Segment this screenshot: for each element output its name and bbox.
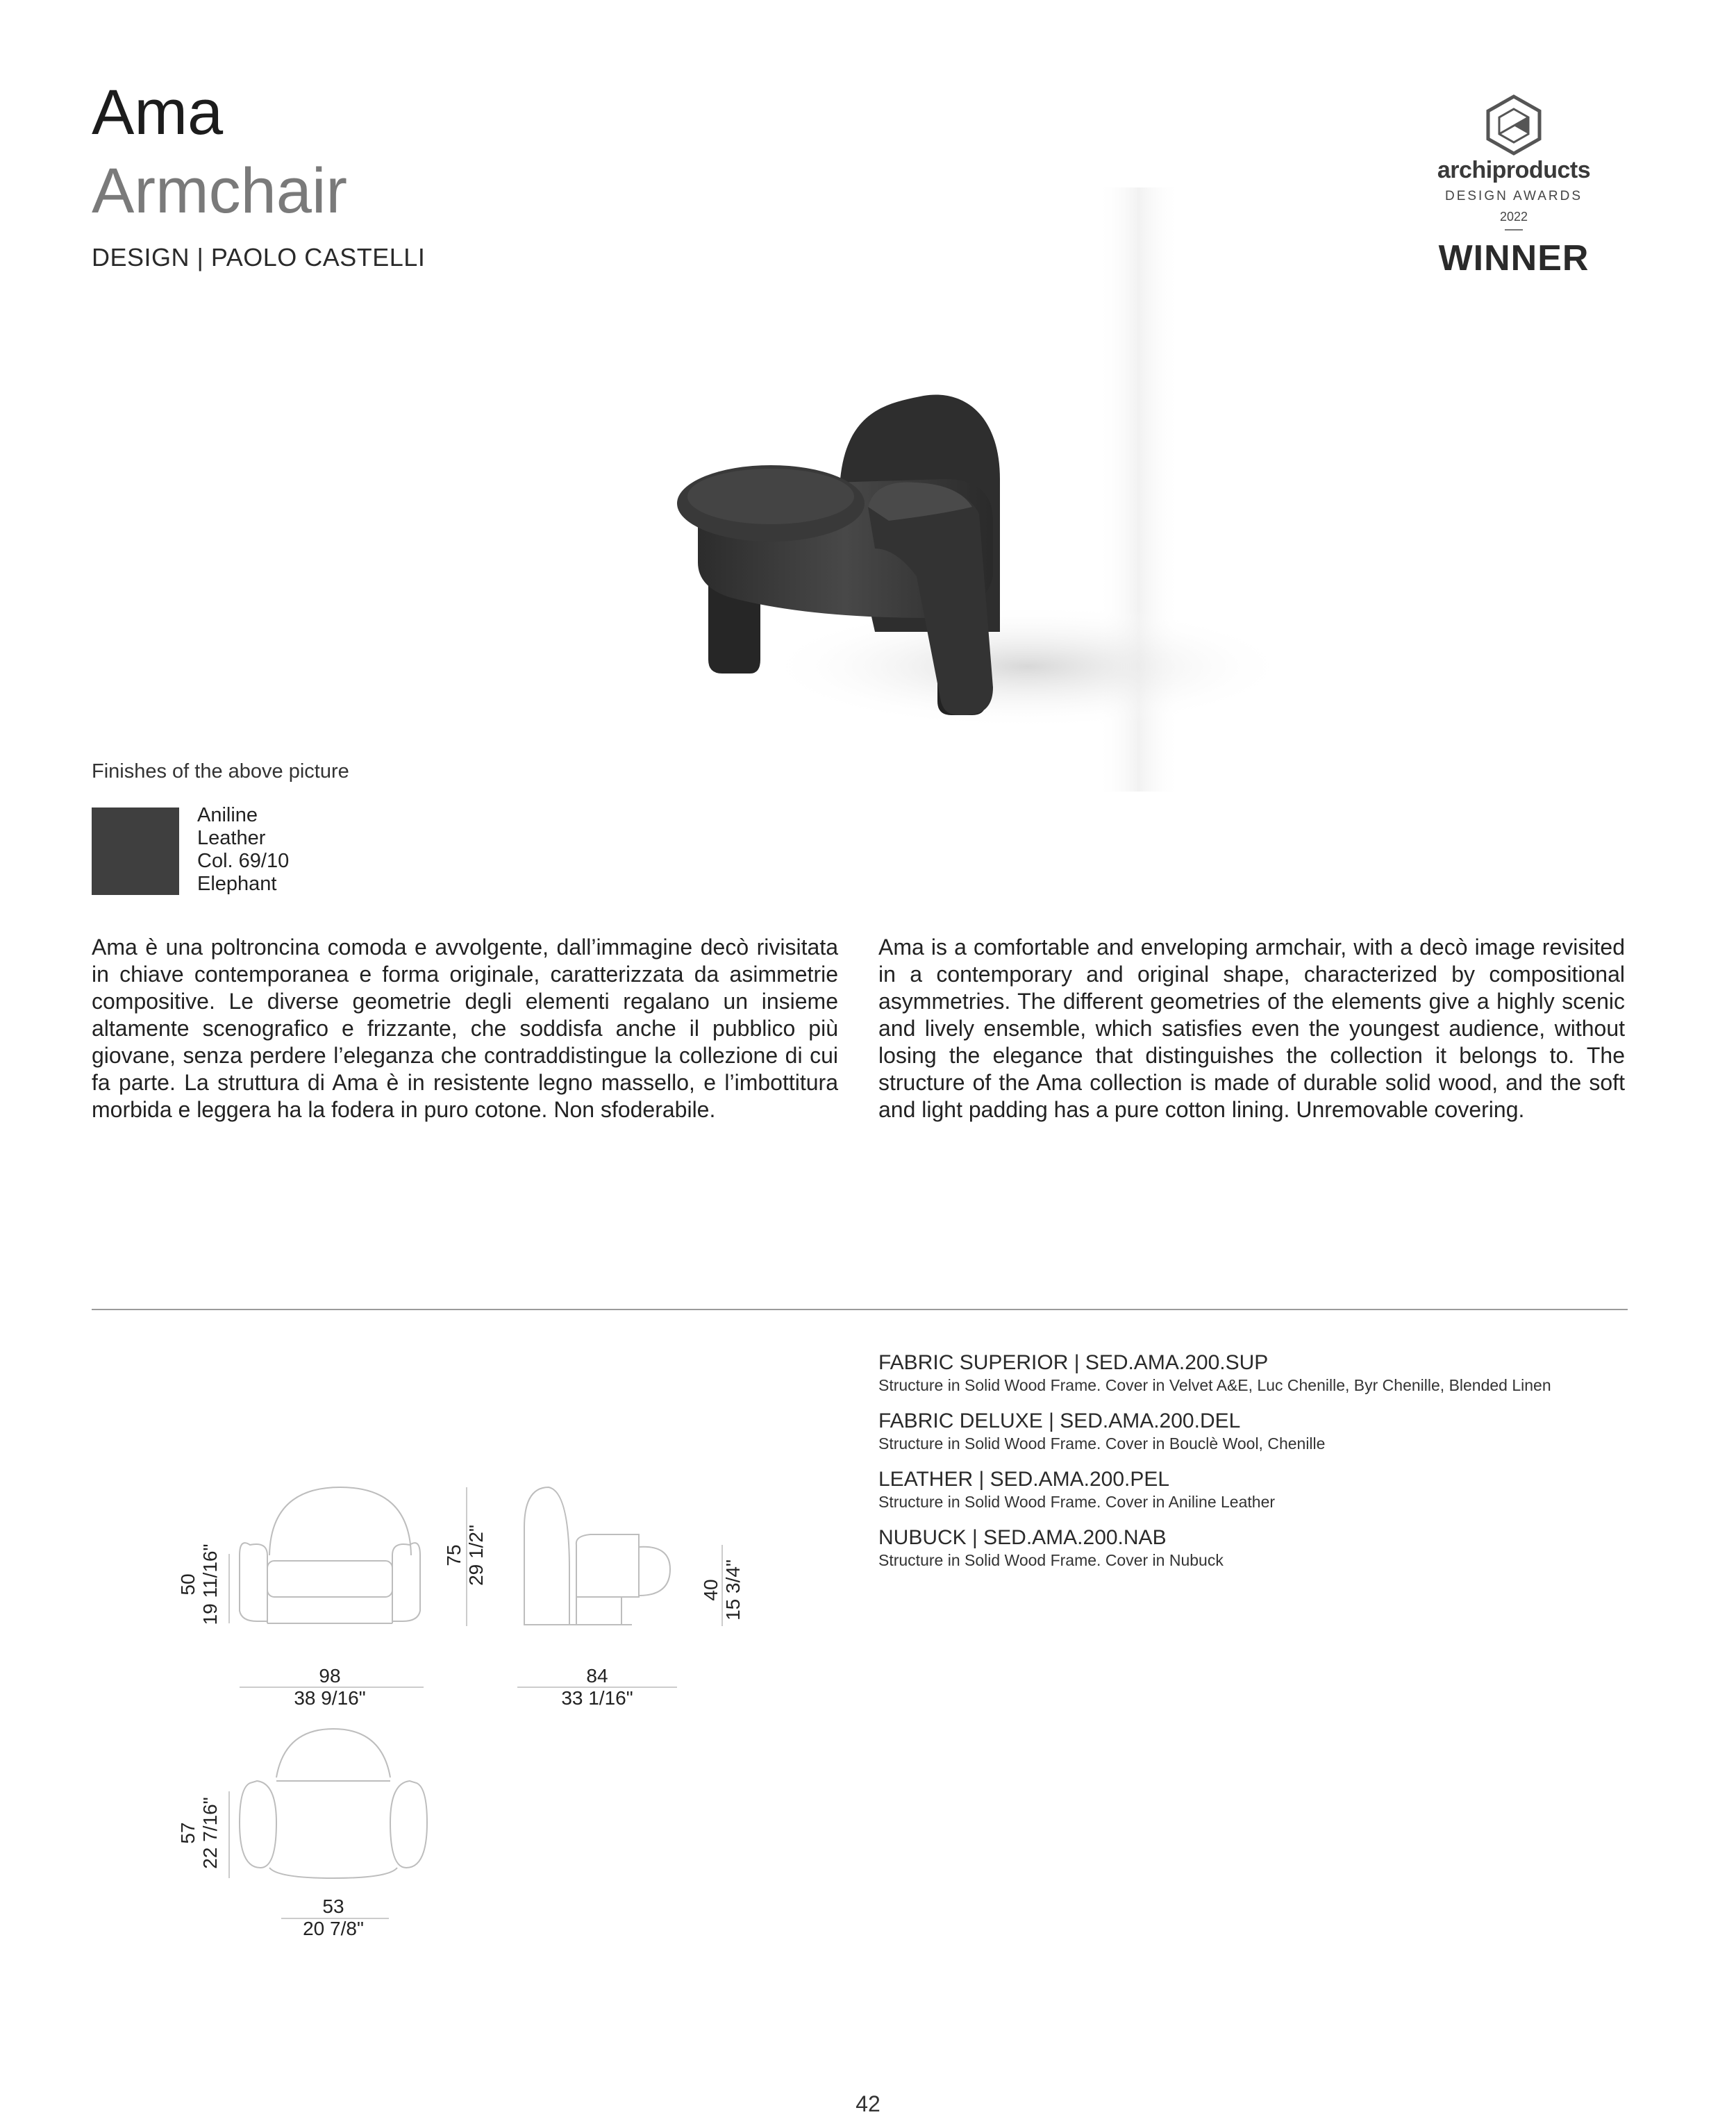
dimension-cm: 84 — [586, 1665, 608, 1687]
dimension-inch: 20 7/8" — [303, 1918, 364, 1939]
variant-desc: Structure in Solid Wood Frame. Cover in Bouclè Wool, Chenille — [878, 1434, 1326, 1453]
product-name: Ama — [92, 77, 224, 148]
dimension-inch: 15 3/4" — [722, 1559, 744, 1621]
variant-desc: Structure in Solid Wood Frame. Cover in Aniline Leather — [878, 1493, 1276, 1511]
award-result: WINNER — [1438, 238, 1589, 278]
variant-desc: Structure in Solid Wood Frame. Cover in Velvet A&E, Luc Chenille, Byr Chenille, Blended Linen — [878, 1376, 1551, 1394]
description-english: Ama is a comfortable and enveloping armchair, with a decò image revisited in a contemporary and original shape, characterized by compositional asymmetries. The different geometries of the elements give a highly scenic and lively ensemble, which satisfies even the youngest audience, without losing the elegance that distinguishes the collection it belongs to. The structure of the Ama collection is made of durable solid wood, and the soft and light padding has a pure cotton lining. Unremovable covering. — [878, 935, 1625, 1122]
top-view-drawing — [240, 1729, 427, 1878]
dimension-cm: 75 — [443, 1544, 465, 1566]
dimension-cm: 98 — [319, 1665, 341, 1687]
dimension-inch: 38 9/16" — [294, 1687, 366, 1709]
finish-line: Col. 69/10 — [197, 850, 290, 872]
dimension-side-depth — [545, 1665, 649, 1709]
dimension-front-width — [278, 1665, 382, 1709]
side-view-drawing — [524, 1487, 670, 1625]
finish-line: Elephant — [197, 873, 277, 895]
variant-title: FABRIC SUPERIOR | SED.AMA.200.SUP — [878, 1351, 1269, 1374]
variant-title: NUBUCK | SED.AMA.200.NAB — [878, 1526, 1167, 1549]
dimension-cm: 40 — [700, 1579, 721, 1601]
award-year: 2022 — [1499, 210, 1528, 224]
dimension-inch: 29 1/2" — [465, 1525, 487, 1586]
designer-credit: DESIGN | PAOLO CASTELLI — [92, 243, 426, 271]
product-type: Armchair — [92, 156, 348, 226]
dimension-front-seat-height — [177, 1532, 226, 1637]
description-italian: Ama è una poltroncina comoda e avvolgente, dall’immagine decò rivisitata in chiave contemporanea e forma originale, caratterizzata da asimmetrie compositive. Le diverse geometrie degli elementi regalano un insieme altamente scenografico e frizzante, che soddisfa anche il pubblico più giovane, senza perdere l’eleganza che contraddistingue la collezione di cui fa parte. La struttura di Ama è in resistente legno massello, e l’imbottitura morbida e leggera ha la fodera in puro cotone. Non sfoderabile. — [92, 935, 838, 1122]
award-brand: archiproducts — [1437, 157, 1591, 183]
variant-title: FABRIC DELUXE | SED.AMA.200.DEL — [878, 1409, 1241, 1432]
dimension-inch: 33 1/16" — [561, 1687, 633, 1709]
dimension-side-height — [443, 1503, 492, 1607]
dimension-cm: 53 — [322, 1896, 344, 1917]
dimension-inch: 19 11/16" — [199, 1543, 221, 1625]
variant-desc: Structure in Solid Wood Frame. Cover in Nubuck — [878, 1551, 1224, 1569]
dimension-cm: 50 — [177, 1573, 199, 1596]
page-number: 42 — [856, 2091, 880, 2116]
finish-line: Aniline — [197, 804, 258, 826]
dimension-cm: 57 — [177, 1822, 199, 1844]
dimension-top-width — [281, 1896, 385, 1940]
award-title: DESIGN AWARDS — [1444, 189, 1583, 203]
front-view-drawing — [240, 1487, 420, 1623]
dimension-side-arm-height — [700, 1538, 749, 1642]
dimension-top-depth — [177, 1781, 226, 1885]
variant-title: LEATHER | SED.AMA.200.PEL — [878, 1468, 1170, 1491]
finishes-label: Finishes of the above picture — [92, 760, 349, 783]
finish-line: Leather — [197, 827, 266, 849]
dimension-inch: 22 7/16" — [199, 1797, 221, 1869]
